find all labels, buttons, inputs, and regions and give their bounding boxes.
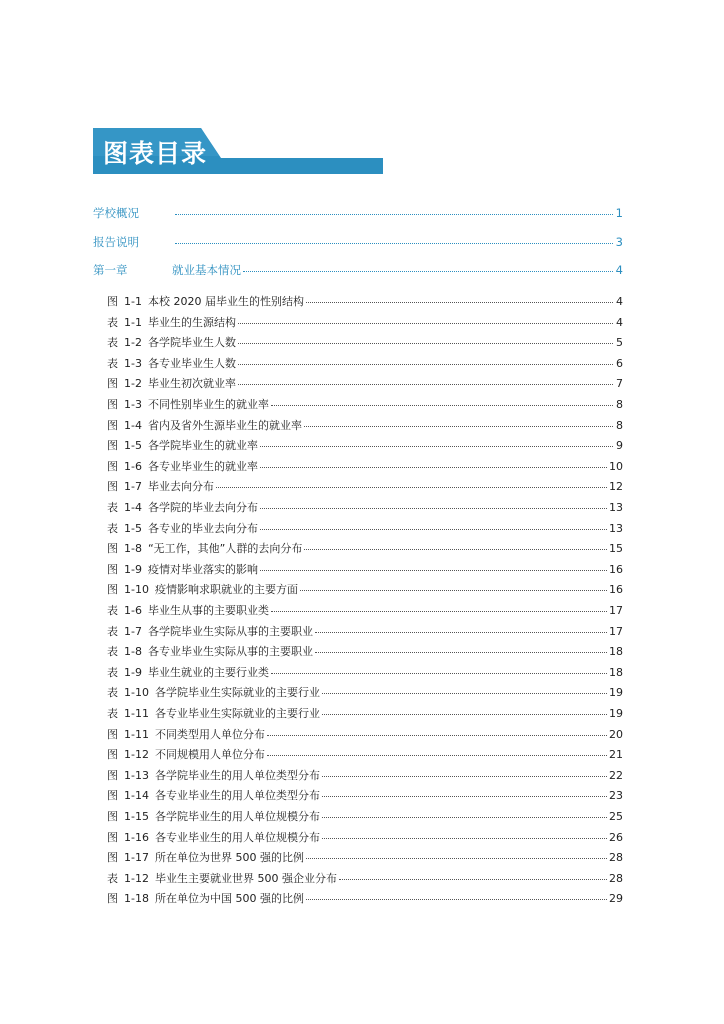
toc-entry-number: 1-3 xyxy=(124,356,142,370)
toc-page-number: 19 xyxy=(609,707,623,720)
toc-leader-dots xyxy=(304,426,613,427)
toc-page-number: 4 xyxy=(616,295,623,308)
toc-entry[interactable] xyxy=(107,870,623,886)
toc-page-number: 5 xyxy=(616,336,623,350)
toc-entry[interactable] xyxy=(107,623,623,639)
toc-page-number: 25 xyxy=(609,810,623,823)
toc-entry[interactable] xyxy=(107,849,623,865)
toc-entry[interactable] xyxy=(107,829,623,845)
toc-entry[interactable] xyxy=(107,664,623,680)
toc-entry-title: 毕业生主要就业世界 500 强企业分布 xyxy=(154,871,337,885)
toc-entry-title: 毕业生从事的主要职业类 xyxy=(147,604,269,617)
toc-entry-kind: 图 xyxy=(107,748,118,762)
toc-leader-dots xyxy=(238,323,613,324)
toc-leader-dots xyxy=(322,817,607,818)
toc-entry-kind: 图 xyxy=(107,562,118,576)
toc-page-number: 4 xyxy=(616,315,623,329)
toc-entry-kind: 表 xyxy=(107,501,118,514)
toc-page-number: 17 xyxy=(609,624,623,638)
toc-page-number: 8 xyxy=(616,398,623,411)
toc-entry-title: 省内及省外生源毕业生的就业率 xyxy=(147,418,302,432)
toc-page-number: 10 xyxy=(609,459,623,473)
toc-page-number: 20 xyxy=(609,727,623,741)
toc-leader-dots xyxy=(315,632,607,633)
toc-entry-title: “无工作，其他”人群的去向分布 xyxy=(147,542,303,556)
toc-leader-dots xyxy=(271,405,613,406)
toc-entry[interactable] xyxy=(107,581,623,597)
toc-page-number: 6 xyxy=(616,356,623,370)
toc-entry-title: 所在单位为中国 500 强的比例 xyxy=(154,892,304,906)
toc-main-label: 学校概况 xyxy=(93,206,139,220)
toc-page-number: 13 xyxy=(609,501,623,514)
toc-entry[interactable] xyxy=(107,643,623,659)
toc-leader-dots xyxy=(260,529,607,530)
toc-entry-kind: 表 xyxy=(107,707,118,720)
toc-entry-title: 各学院毕业生的用人单位规模分布 xyxy=(154,810,320,823)
toc-leader-dots xyxy=(315,652,607,653)
toc-entry-title: 各学院毕业生的用人单位类型分布 xyxy=(154,768,320,782)
toc-page-number: 29 xyxy=(609,892,623,906)
toc-entry-kind: 图 xyxy=(107,295,118,308)
toc-leader-dots xyxy=(260,508,607,509)
toc-entry[interactable] xyxy=(107,458,623,474)
toc-page-number: 9 xyxy=(616,439,623,453)
toc-page-number: 7 xyxy=(616,377,623,391)
toc-entry-number: 1-2 xyxy=(124,377,142,391)
toc-main-title: 就业基本情况 xyxy=(172,263,241,277)
toc-entry-number: 1-8 xyxy=(124,542,142,556)
toc-entry[interactable] xyxy=(107,314,623,330)
toc-leader-dots xyxy=(306,302,613,303)
toc-leader-dots xyxy=(175,214,613,215)
toc-leader-dots xyxy=(238,364,613,365)
toc-leader-dots xyxy=(238,343,613,344)
toc-entry-title: 各专业毕业生的就业率 xyxy=(147,459,258,473)
toc-entry-number: 1-14 xyxy=(124,789,149,803)
toc-entry-kind: 图 xyxy=(107,768,118,782)
toc-entry-number: 1-13 xyxy=(124,768,149,782)
toc-entry-title: 毕业生就业的主要行业类 xyxy=(147,665,269,679)
toc-entry-number: 1-15 xyxy=(124,810,149,823)
toc-entry-kind: 表 xyxy=(107,686,118,700)
toc-leader-dots xyxy=(306,858,607,859)
toc-entry-kind: 图 xyxy=(107,583,118,597)
toc-main-label: 报告说明 xyxy=(93,235,139,249)
toc-entry-number: 1-12 xyxy=(124,748,149,762)
toc-entry-number: 1-12 xyxy=(124,871,149,885)
toc-page-number: 22 xyxy=(609,768,623,782)
toc-entry-kind: 图 xyxy=(107,398,118,411)
toc-entry[interactable] xyxy=(107,808,623,824)
toc-entry[interactable] xyxy=(107,602,623,618)
toc-entry-number: 1-18 xyxy=(124,892,149,906)
toc-leader-dots xyxy=(271,673,607,674)
toc-entry-kind: 表 xyxy=(107,315,118,329)
toc-entry-title: 各专业毕业生的用人单位规模分布 xyxy=(154,830,320,844)
toc-entry-kind: 图 xyxy=(107,851,118,865)
toc-entry-number: 1-17 xyxy=(124,851,149,865)
toc-entry[interactable] xyxy=(107,787,623,803)
toc-entry-kind: 图 xyxy=(107,789,118,803)
toc-leader-dots xyxy=(271,611,607,612)
toc-leader-dots xyxy=(322,693,607,694)
toc-leader-dots xyxy=(260,570,607,571)
toc-entry[interactable] xyxy=(107,726,623,742)
toc-page-number: 28 xyxy=(609,871,623,885)
toc-entry-kind: 图 xyxy=(107,542,118,556)
toc-leader-dots xyxy=(339,879,607,880)
toc-entry-kind: 图 xyxy=(107,480,118,494)
toc-entry[interactable] xyxy=(107,293,623,309)
toc-main-label: 第一章 xyxy=(93,263,128,277)
toc-entry-title: 本校 2020 届毕业生的性别结构 xyxy=(147,295,304,308)
toc-entry-title: 毕业去向分布 xyxy=(147,480,214,494)
toc-entry-number: 1-5 xyxy=(124,521,142,535)
toc-leader-dots xyxy=(216,487,607,488)
toc-page-number: 3 xyxy=(615,235,623,249)
toc-entry-kind: 表 xyxy=(107,624,118,638)
toc-entry[interactable] xyxy=(107,334,623,350)
toc-page-number: 21 xyxy=(609,748,623,762)
toc-leader-dots xyxy=(238,384,613,385)
toc-leader-dots xyxy=(322,714,607,715)
toc-entry-number: 1-6 xyxy=(124,459,142,473)
toc-page-number: 18 xyxy=(609,645,623,659)
toc-leader-dots xyxy=(175,243,613,244)
section-banner xyxy=(93,128,383,174)
toc-entry[interactable] xyxy=(107,561,623,577)
toc-entry-title: 各学院毕业生人数 xyxy=(147,336,236,350)
toc-leader-dots xyxy=(260,467,607,468)
toc-entry-number: 1-7 xyxy=(124,624,142,638)
toc-entry-kind: 表 xyxy=(107,336,118,350)
toc-entry[interactable] xyxy=(107,684,623,700)
toc-leader-dots xyxy=(243,271,613,272)
toc-entry-kind: 图 xyxy=(107,377,118,391)
toc-entry-title: 毕业生的生源结构 xyxy=(147,315,236,329)
toc-entry-kind: 表 xyxy=(107,356,118,370)
toc-page-number: 13 xyxy=(609,521,623,535)
toc-entry[interactable] xyxy=(107,375,623,391)
toc-leader-dots xyxy=(306,899,607,900)
toc-leader-dots xyxy=(260,446,613,447)
toc-entry-number: 1-1 xyxy=(124,315,142,329)
toc-entry-title: 不同规模用人单位分布 xyxy=(154,748,265,762)
toc-entry[interactable] xyxy=(107,520,623,536)
toc-entry-number: 1-11 xyxy=(124,727,149,741)
toc-entry-kind: 表 xyxy=(107,645,118,659)
toc-main-entry[interactable] xyxy=(93,262,623,278)
toc-entry-kind: 图 xyxy=(107,810,118,823)
toc-entry-number: 1-9 xyxy=(124,562,142,576)
toc-page-number: 23 xyxy=(609,789,623,803)
toc-entry-title: 不同类型用人单位分布 xyxy=(154,727,265,741)
toc-page-number: 12 xyxy=(609,480,623,494)
toc-entry-kind: 表 xyxy=(107,604,118,617)
toc-entry[interactable] xyxy=(107,705,623,721)
toc-entry-title: 各专业毕业生实际从事的主要职业 xyxy=(147,645,313,659)
toc-leader-dots xyxy=(322,838,607,839)
toc-page-number: 28 xyxy=(609,851,623,865)
toc-main-entry[interactable] xyxy=(93,234,623,250)
toc-entry-title: 各专业毕业生实际就业的主要行业 xyxy=(154,707,320,720)
toc-entry-number: 1-6 xyxy=(124,604,142,617)
toc-entry-number: 1-10 xyxy=(124,686,149,700)
toc-entry-number: 1-5 xyxy=(124,439,142,453)
toc-entry-number: 1-1 xyxy=(124,295,142,308)
toc-page-number: 1 xyxy=(615,206,623,220)
toc-entry-number: 1-16 xyxy=(124,830,149,844)
toc-entry-title: 各学院的毕业去向分布 xyxy=(147,501,258,514)
toc-page-number: 4 xyxy=(615,263,623,277)
toc-entry-number: 1-8 xyxy=(124,645,142,659)
toc-entry[interactable] xyxy=(107,478,623,494)
toc-entry-kind: 表 xyxy=(107,665,118,679)
toc-entry-kind: 图 xyxy=(107,418,118,432)
toc-entry-kind: 图 xyxy=(107,830,118,844)
toc-entry-number: 1-4 xyxy=(124,418,142,432)
toc-entry-title: 各专业毕业生的用人单位类型分布 xyxy=(154,789,320,803)
toc-entry-kind: 图 xyxy=(107,439,118,453)
toc-entry-title: 疫情影响求职就业的主要方面 xyxy=(154,583,298,597)
toc-entry[interactable] xyxy=(107,767,623,783)
toc-entry[interactable] xyxy=(107,499,623,515)
toc-entry[interactable] xyxy=(107,396,623,412)
toc-entry-title: 各学院毕业生实际就业的主要行业 xyxy=(154,686,320,700)
toc-entry-title: 不同性别毕业生的就业率 xyxy=(147,398,269,411)
toc-entry-number: 1-11 xyxy=(124,707,149,720)
toc-entry-number: 1-10 xyxy=(124,583,149,597)
toc-entry-number: 1-3 xyxy=(124,398,142,411)
toc-page-number: 8 xyxy=(616,418,623,432)
toc-leader-dots xyxy=(267,735,607,736)
toc-entry-kind: 图 xyxy=(107,892,118,906)
toc-entry[interactable] xyxy=(107,355,623,371)
toc-entry-title: 疫情对毕业落实的影响 xyxy=(147,562,258,576)
toc-page-number: 26 xyxy=(609,830,623,844)
toc-page-number: 15 xyxy=(609,542,623,556)
toc-entry[interactable] xyxy=(107,540,623,556)
toc-entry[interactable] xyxy=(107,746,623,762)
toc-entry-number: 1-4 xyxy=(124,501,142,514)
toc-page-number: 16 xyxy=(609,562,623,576)
toc-entry-title: 毕业生初次就业率 xyxy=(147,377,236,391)
toc-leader-dots xyxy=(300,590,607,591)
toc-page-number: 16 xyxy=(609,583,623,597)
toc-entry-title: 各专业的毕业去向分布 xyxy=(147,521,258,535)
toc-leader-dots xyxy=(304,549,607,550)
toc-entry[interactable] xyxy=(107,890,623,906)
toc-entry-title: 各专业毕业生人数 xyxy=(147,356,236,370)
toc-leader-dots xyxy=(322,776,607,777)
toc-entry-title: 各学院毕业生实际从事的主要职业 xyxy=(147,624,313,638)
toc-entry-kind: 表 xyxy=(107,871,118,885)
toc-entry-number: 1-7 xyxy=(124,480,142,494)
toc-main-entry[interactable] xyxy=(93,205,623,221)
toc-entry-number: 1-9 xyxy=(124,665,142,679)
toc-entry-kind: 表 xyxy=(107,521,118,535)
toc-entry-title: 各学院毕业生的就业率 xyxy=(147,439,258,453)
toc-entry-title: 所在单位为世界 500 强的比例 xyxy=(154,851,304,865)
toc-page-number: 18 xyxy=(609,665,623,679)
toc-page-number: 19 xyxy=(609,686,623,700)
toc-leader-dots xyxy=(267,755,607,756)
toc-entry-kind: 图 xyxy=(107,727,118,741)
toc-page-number: 17 xyxy=(609,604,623,617)
toc-leader-dots xyxy=(322,796,607,797)
toc-entry-kind: 图 xyxy=(107,459,118,473)
toc-entry-number: 1-2 xyxy=(124,336,142,350)
banner-title: 图表目录 xyxy=(103,139,208,168)
toc-entry[interactable] xyxy=(107,417,623,433)
toc-entry[interactable] xyxy=(107,437,623,453)
